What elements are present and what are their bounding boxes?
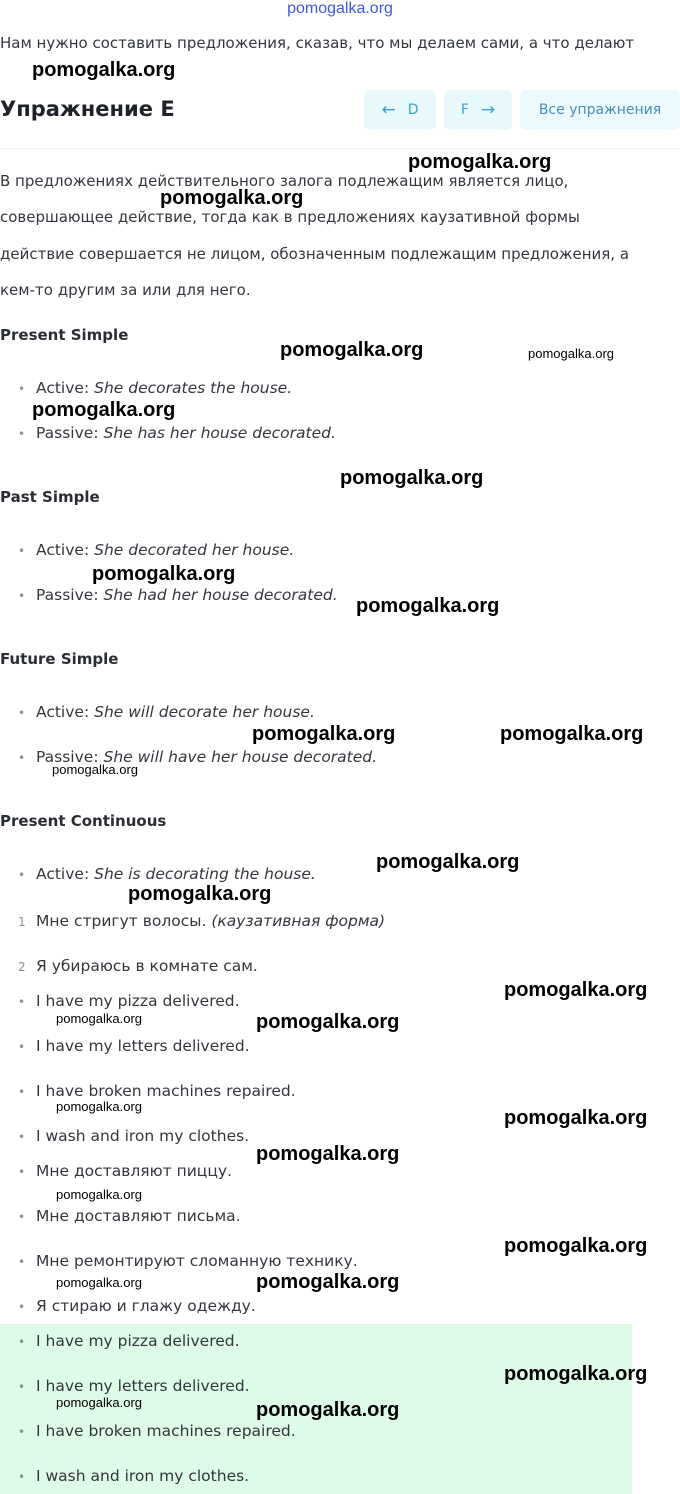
watermark: pomogalka.org (92, 563, 236, 585)
watermark: pomogalka.org (504, 979, 648, 1001)
watermark: pomogalka.org (256, 1143, 400, 1165)
watermark: pomogalka.org (56, 1011, 142, 1026)
watermark: pomogalka.org (56, 1099, 142, 1114)
watermark: pomogalka.org (256, 1399, 400, 1421)
list-item: • I have my pizza delivered. (18, 992, 240, 1010)
answer-item: • I have broken machines repaired. (18, 1422, 296, 1440)
watermark: pomogalka.org (128, 883, 272, 905)
explanation-line: кем-то другим за или для него. (0, 281, 251, 299)
prev-exercise-button[interactable] (364, 90, 436, 130)
next-exercise-button[interactable] (444, 90, 512, 130)
watermark: pomogalka.org (32, 59, 176, 81)
watermark: pomogalka.org (504, 1107, 648, 1129)
answer-item: • I have my pizza delivered. (18, 1332, 240, 1350)
watermark: pomogalka.org (32, 399, 176, 421)
watermark: pomogalka.org (340, 467, 484, 489)
watermark: pomogalka.org (256, 1271, 400, 1293)
watermark: pomogalka.org (52, 762, 138, 777)
list-item: • Active: She will decorate her house. (18, 703, 315, 721)
list-item: • Passive: She will have her house decorated. (18, 748, 378, 766)
watermark: pomogalka.org (504, 1363, 648, 1385)
intro-text: Нам нужно составить предложения, сказав, что мы делаем сами, а что делают (0, 34, 635, 52)
watermark: pomogalka.org (56, 1275, 142, 1290)
watermark: pomogalka.org (56, 1187, 142, 1202)
section-title: Present Simple (0, 326, 129, 344)
explanation-line: В предложениях действительного залога подлежащим является лицо, (0, 172, 569, 190)
explanation-line: совершающее действие, тогда как в предложениях каузативной формы (0, 208, 580, 226)
next-exercise-label: F (460, 102, 469, 118)
watermark: pomogalka.org (256, 1011, 400, 1033)
list-item: • Мне доставляют письма. (18, 1207, 241, 1225)
list-item: • Active: She decorates the house. (18, 379, 293, 397)
list-item: • Мне ремонтируют сломанную технику. (18, 1252, 358, 1270)
arrow-left-icon: ← (381, 100, 396, 120)
list-item: • I have broken machines repaired. (18, 1082, 296, 1100)
watermark: pomogalka.org (408, 151, 552, 173)
list-item: • Мне доставляют пиццу. (18, 1162, 232, 1180)
list-item: • Active: She is decorating the house. (18, 865, 316, 883)
section-title: Present Continuous (0, 812, 167, 830)
page-title: Упражнение E (0, 97, 175, 121)
answer-item: • I have my letters delivered. (18, 1377, 250, 1395)
section-title: Past Simple (0, 488, 100, 506)
watermark: pomogalka.org (356, 595, 500, 617)
all-exercises-label: Все упражнения (538, 102, 662, 118)
list-item: • Passive: She has her house decorated. (18, 424, 336, 442)
list-item: • Passive: She had her house decorated. (18, 586, 338, 604)
explanation-line: действие совершается не лицом, обозначенным подлежащим предложения, а (0, 245, 630, 263)
prev-exercise-label: D (407, 102, 419, 118)
section-title: Future Simple (0, 650, 119, 668)
site-link[interactable]: pomogalka.org (287, 0, 393, 17)
watermark: pomogalka.org (160, 187, 304, 209)
watermark: pomogalka.org (376, 851, 520, 873)
answer-item: • I wash and iron my clothes. (18, 1467, 250, 1485)
arrow-right-icon: → (480, 100, 496, 120)
list-item: • I have my letters delivered. (18, 1037, 250, 1055)
all-exercises-button[interactable] (520, 90, 680, 130)
list-item: • I wash and iron my clothes. (18, 1127, 250, 1145)
watermark: pomogalka.org (252, 723, 396, 745)
watermark: pomogalka.org (528, 346, 614, 361)
list-item: • Active: She decorated her house. (18, 541, 295, 559)
list-item: • Я стираю и глажу одежду. (18, 1297, 256, 1315)
watermark: pomogalka.org (56, 1395, 142, 1410)
watermark: pomogalka.org (280, 339, 424, 361)
numbered-item: 2 Я убираюсь в комнате сам. (18, 957, 258, 975)
watermark: pomogalka.org (500, 723, 644, 745)
watermark: pomogalka.org (504, 1235, 648, 1257)
numbered-item: 1 Мне стригут волосы. (каузативная форма) (18, 912, 386, 930)
